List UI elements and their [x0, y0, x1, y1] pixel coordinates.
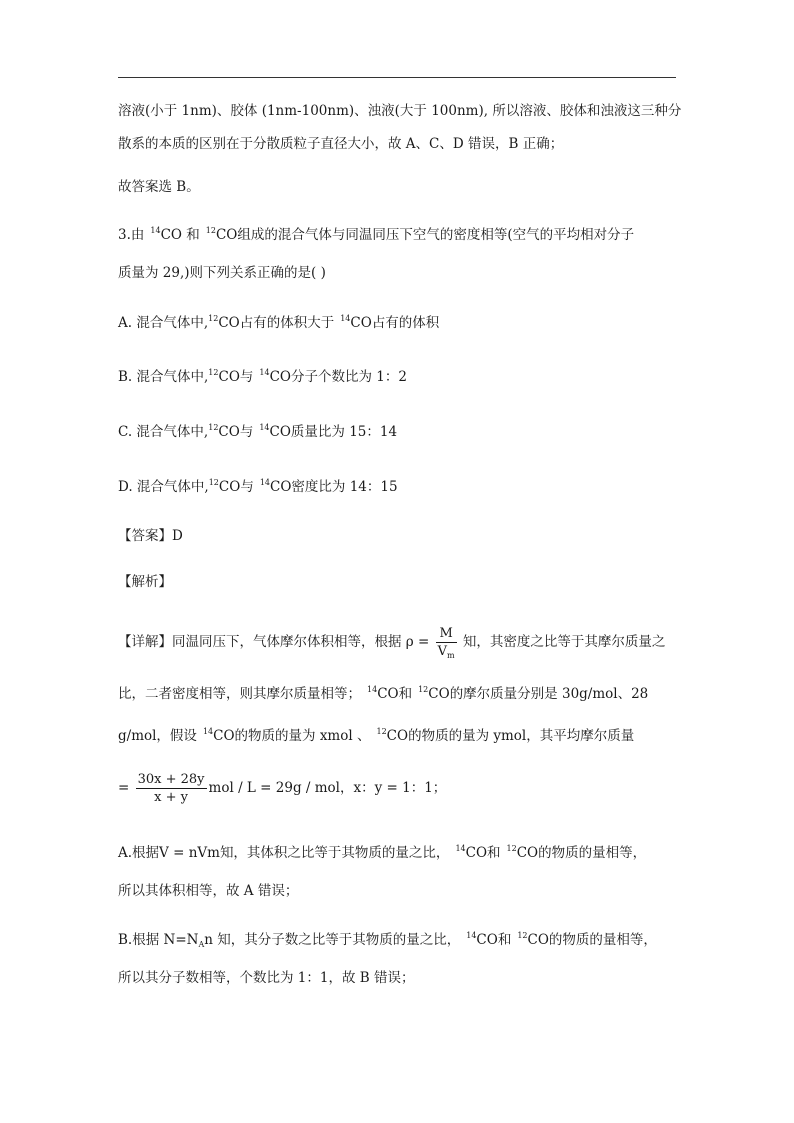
option-d: D. 混合气体中,$^{12}$CO与 $^{14}$CO密度比为 14：15 [118, 478, 398, 495]
question-3-line-2: 质量为 29,)则下列关系正确的是( ) [118, 265, 326, 281]
explanation-a-line-2: 所以其体积相等，故 A 错误； [118, 883, 299, 899]
explanation-b-line-1: B.根据 $N=N_An$ 知，其分子数之比等于其物质的量之比， $^{14}$CO和 $^{12}$CO的物质的量相等， [118, 931, 657, 949]
average-molar-mass-fraction: $\frac{30x + 28y}{x + y}$ [137, 772, 205, 805]
option-c: C. 混合气体中,$^{12}$CO与 $^{14}$CO质量比为 15：14 [118, 423, 398, 440]
detail-equation: = $\frac{30x + 28y}{x + y}$ mol / L = 29g / mol，x：y = 1：1； [118, 772, 447, 805]
detail-line-1: 【详解】同温同压下，气体摩尔体积相等，根据 ρ = $\frac{M}{V_m}$ 知，其密度之比等于其摩尔质量之 [118, 626, 666, 660]
continuation-line-2: 散系的本质的区别在于分散质粒子直径大小，故 A、C、D 错误，B 正确； [118, 136, 564, 152]
continuation-line-1: 溶液(小于 1nm)、胶体 (1nm-100nm)、浊液(大于 100nm), 所以溶液、胶体和浊液这三种分 [118, 103, 682, 119]
explanation-a-line-1: A.根据V = nVm知，其体积之比等于其物质的量之比， $^{14}$CO和 $^{12}$CO的物质的量相等， [118, 844, 647, 861]
answer-line: 【答案】D [118, 528, 183, 544]
explanation-b-line-2: 所以其分子数相等，个数比为 1：1，故 B 错误； [118, 970, 415, 986]
option-a: A. 混合气体中,$^{12}$CO占有的体积大于 $^{14}$CO占有的体积 [118, 314, 440, 331]
option-b: B. 混合气体中,$^{12}$CO与 $^{14}$CO分子个数比为 1：2 [118, 368, 407, 385]
density-fraction: $\frac{M}{V_m}$ [437, 626, 455, 660]
analysis-heading: 【解析】 [118, 574, 172, 590]
continuation-line-3: 故答案选 B。 [118, 179, 200, 195]
header-rule [118, 77, 676, 78]
detail-line-2: 比，二者密度相等，则其摩尔质量相等； $^{14}$CO和 $^{12}$CO的摩尔质量分别是 30g/mol、28 [118, 685, 649, 702]
detail-line-3: g/mol，假设 $^{14}$CO的物质的量为 xmol 、 $^{12}$CO的物质的量为 ymol，其平均摩尔质量 [118, 727, 635, 744]
question-3-line-1: 3.由 $^{14}$CO 和 $^{12}$CO组成的混合气体与同温同压下空气的密度相等(空气的平均相对分子 [118, 226, 635, 243]
